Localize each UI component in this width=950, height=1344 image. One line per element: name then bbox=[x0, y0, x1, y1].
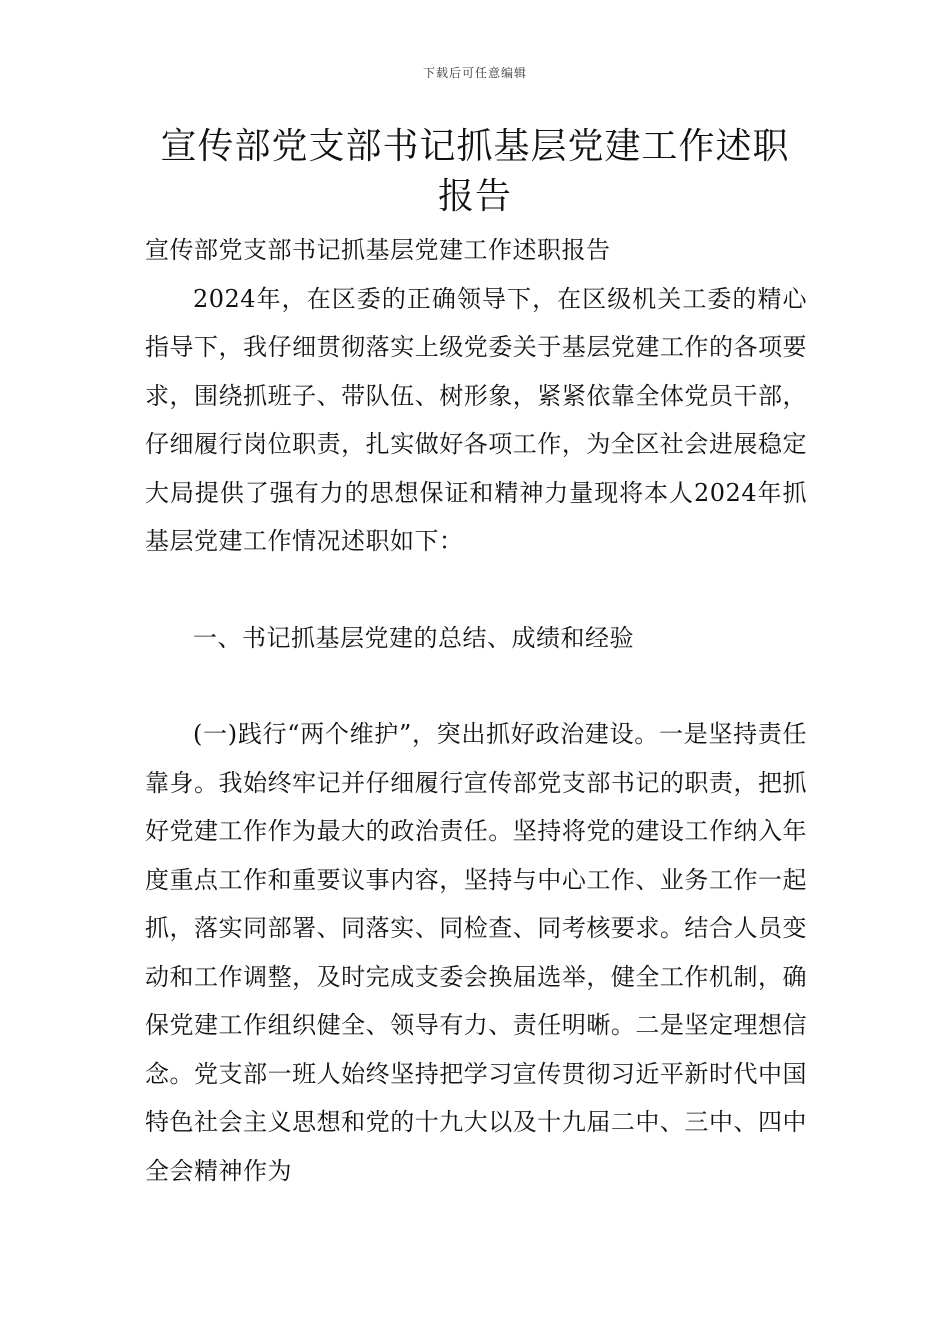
document-body bbox=[145, 226, 807, 1195]
document-subtitle: 宣传部党支部书记抓基层党建工作述职报告 bbox=[145, 236, 611, 264]
document-title: 宣传部党支部书记抓基层党建工作述职报告 bbox=[160, 126, 790, 217]
paragraph-spacer bbox=[145, 566, 807, 614]
section-one-heading: 一、书记抓基层党建的总结、成绩和经验 bbox=[193, 623, 634, 652]
paragraph-spacer bbox=[145, 662, 807, 710]
section-one-paragraph: (一)践行“两个维护”，突出抓好政治建设。一是坚持责任靠身。我始终牢记并仔细履行宣传部党支部书记的职责，把抓好党建工作作为最大的政治责任。坚持将党的建设工作纳入年度重点工作和重要议事内容，坚持与中心工作、业务工作一起抓，落实同部署、同落实、同检查、同考核要求。结合人员变动和工作调整，及时完成支委会换届选举，健全工作机制，确保党建工作组织健全、领导有力、责任明晰。二是坚定理想信念。党支部一班人始终坚持把学习宣传贯彻习近平新时代中国特色社会主义思想和党的十九大以及十九届二中、三中、四中全会精神作为 bbox=[145, 720, 807, 1185]
header-note: 下载后可任意编辑 bbox=[422, 66, 527, 80]
intro-paragraph: 2024年，在区委的正确领导下，在区级机关工委的精心指导下，我仔细贯彻落实上级党委关于基层党建工作的各项要求，围绕抓班子、带队伍、树形象，紧紧依靠全体党员干部，仔细履行岗位职责，扎实做好各项工作，为全区社会进展稳定大局提供了强有力的思想保证和精神力量现将本人2024年抓基层党建工作情况述职如下： bbox=[145, 284, 807, 555]
